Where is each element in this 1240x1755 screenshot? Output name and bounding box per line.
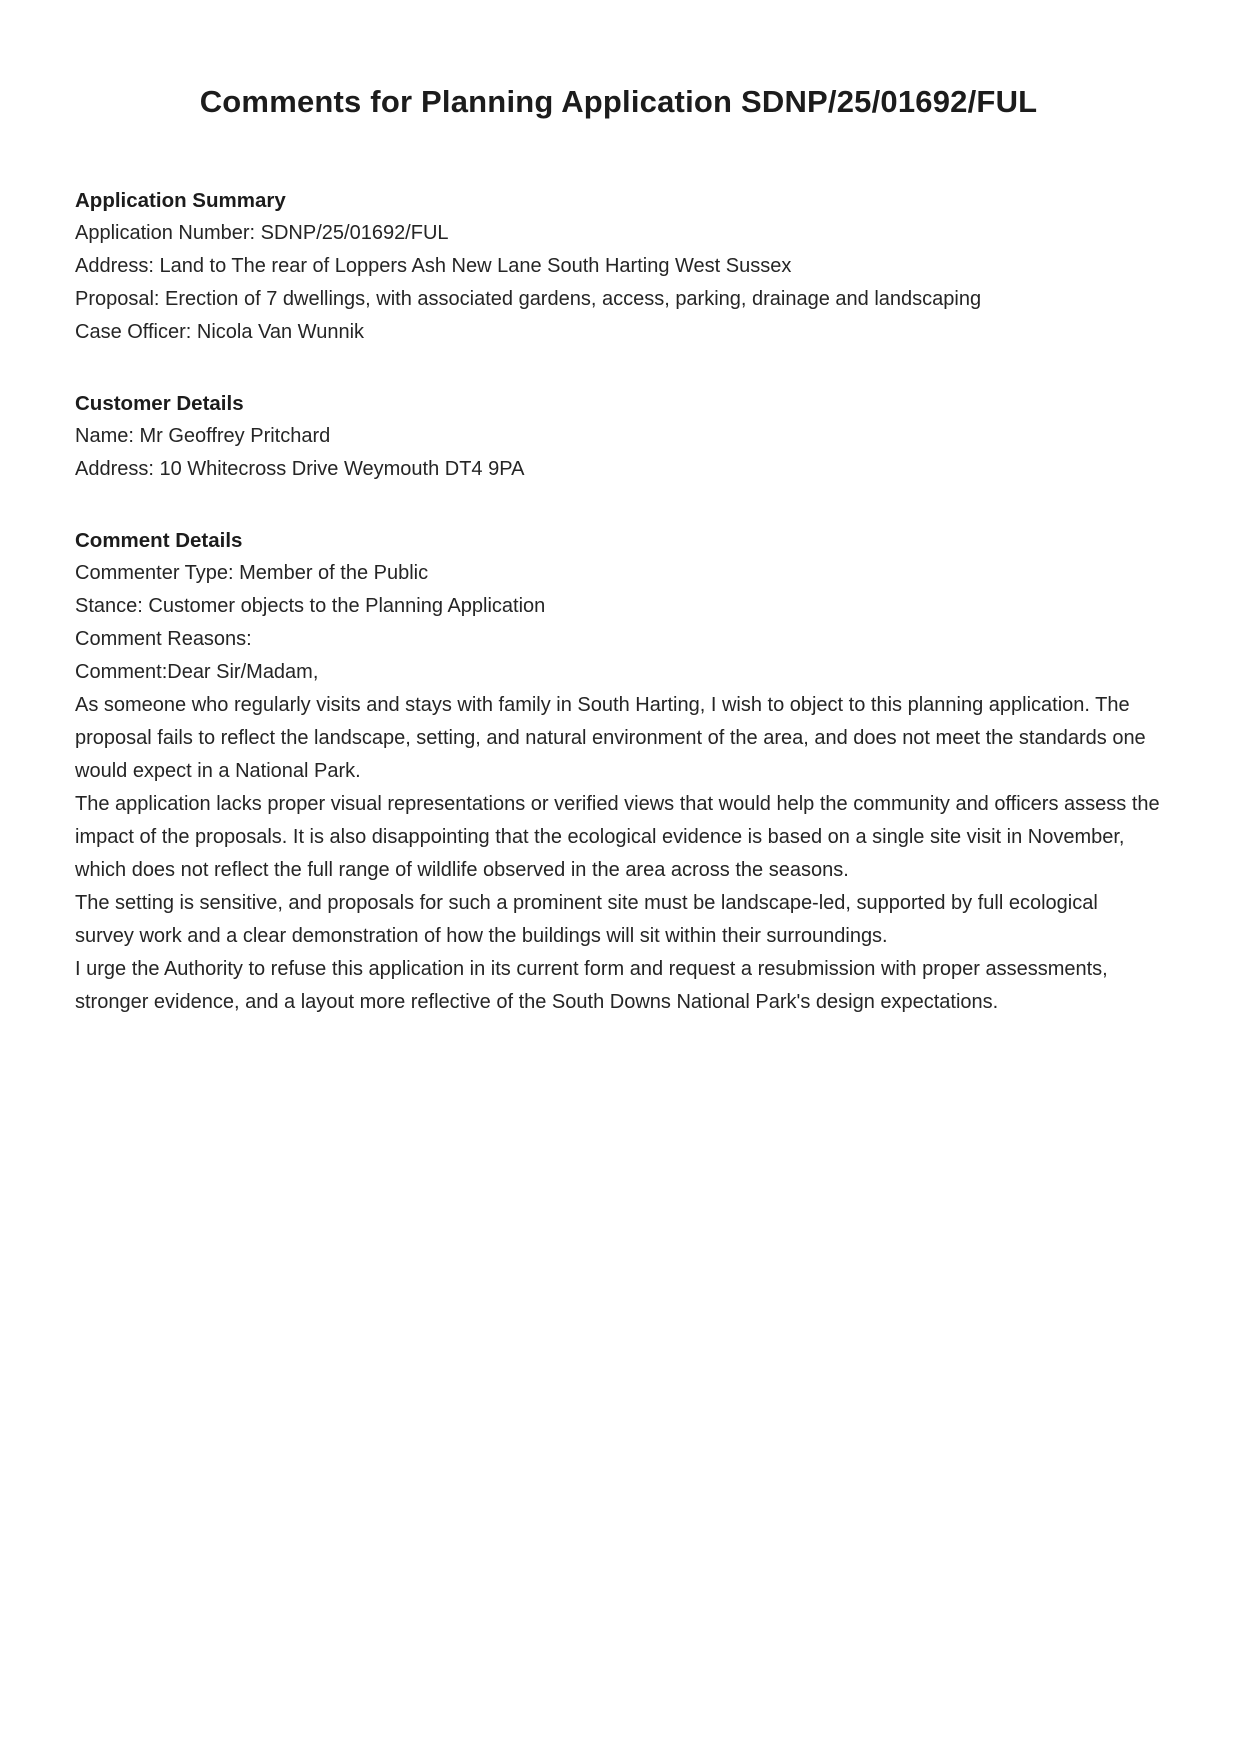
comment-paragraph-3: The setting is sensitive, and proposals for such a prominent site must be landscape-led, supported by full ecological survey work and a clear demonstration of how the buildings will sit within their surroundings. xyxy=(75,892,1098,947)
customer-address-line: Address: 10 Whitecross Drive Weymouth DT4 9PA xyxy=(75,458,525,480)
application-proposal-line: Proposal: Erection of 7 dwellings, with associated gardens, access, parking, drainage and landscaping xyxy=(75,288,982,310)
comment-salutation-line: Comment:Dear Sir/Madam, xyxy=(75,661,319,683)
comment-paragraph-4: I urge the Authority to refuse this application in its current form and request a resubmission with proper assessments, stronger evidence, and a layout more reflective of the South Downs National Park's design expectations. xyxy=(75,958,1108,1013)
page-title: Comments for Planning Application SDNP/25/01692/FUL xyxy=(199,84,1038,119)
stance-line: Stance: Customer objects to the Planning Application xyxy=(75,595,546,617)
comment-details-section xyxy=(75,524,1162,1019)
customer-details-section xyxy=(75,387,1162,486)
application-address-line: Address: Land to The rear of Loppers Ash New Lane South Harting West Sussex xyxy=(75,255,792,277)
application-summary-section xyxy=(75,184,1162,349)
application-number-line: Application Number: SDNP/25/01692/FUL xyxy=(75,222,449,244)
case-officer-line: Case Officer: Nicola Van Wunnik xyxy=(75,321,365,343)
comment-paragraph-1: As someone who regularly visits and stays with family in South Harting, I wish to object to this planning application. The proposal fails to reflect the landscape, setting, and natural environment of the area, and does not meet the standards one would expect in a National Park. xyxy=(75,694,1146,782)
application-summary-heading: Application Summary xyxy=(75,189,286,212)
comment-reasons-line: Comment Reasons: xyxy=(75,628,252,650)
commenter-type-line: Commenter Type: Member of the Public xyxy=(75,562,429,584)
comment-paragraph-2: The application lacks proper visual representations or verified views that would help the community and officers assess the impact of the proposals. It is also disappointing that the ecological evidence is based on a single site visit in November, which does not reflect the full range of wildlife observed in the area across the seasons. xyxy=(75,793,1160,881)
customer-name-line: Name: Mr Geoffrey Pritchard xyxy=(75,425,331,447)
comment-details-heading: Comment Details xyxy=(75,529,243,552)
customer-details-heading: Customer Details xyxy=(75,392,244,415)
